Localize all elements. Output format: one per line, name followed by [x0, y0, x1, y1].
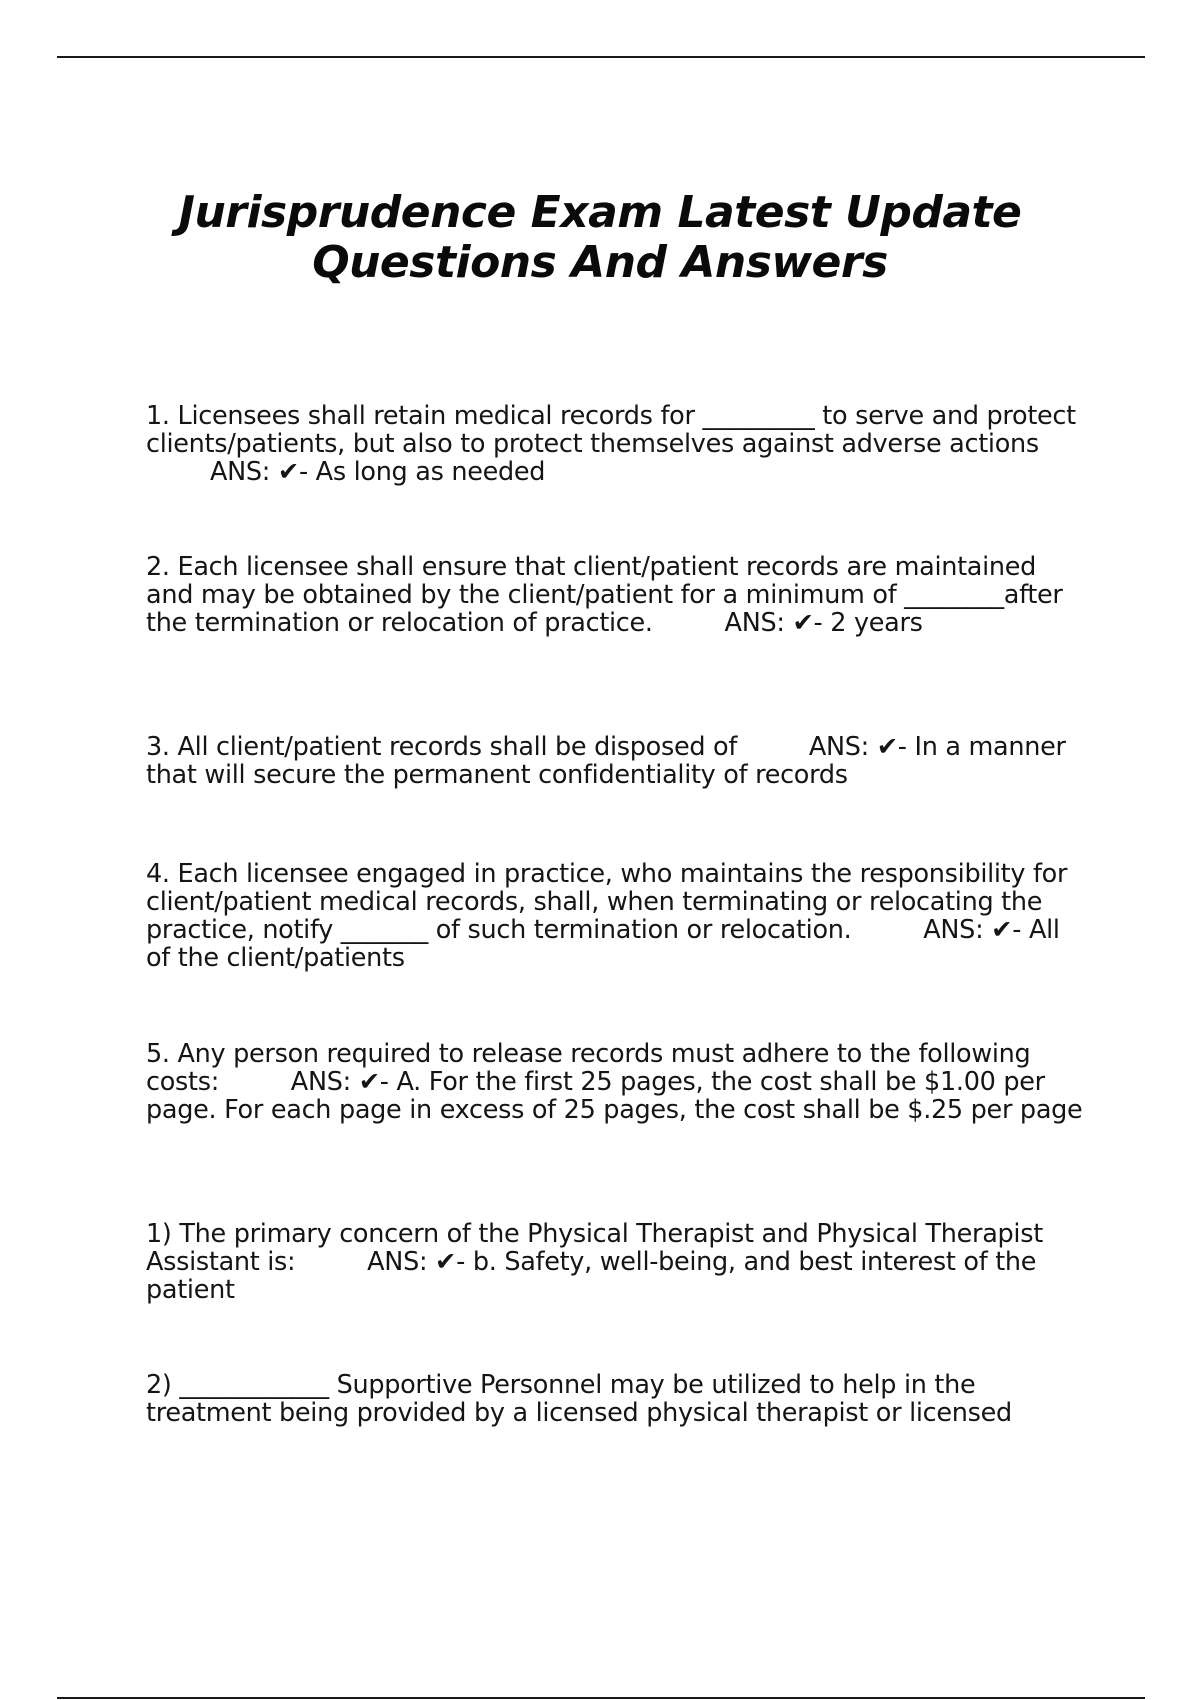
- qa-item-2: [146, 553, 1086, 637]
- question-text: 3. All client/patient records shall be disposed of: [146, 732, 737, 762]
- qa-item-5: [146, 1040, 1086, 1124]
- question-text: 1. Licensees shall retain medical records for _________ to serve and protect clients/patients, but also to protect themselves against adverse actions: [146, 401, 1076, 459]
- bottom-rule: [57, 1697, 1145, 1699]
- question-text: 4. Each licensee engaged in practice, who maintains the responsibility for client/patient medical records, shall, when terminating or relocating the practice, notify _______ of such termination or relocation.: [146, 859, 1068, 945]
- answer-text: ANS: ✔- b. Safety, well-being, and best interest of the patient: [146, 1247, 1037, 1305]
- question-text: 2. Each licensee shall ensure that client/patient records are maintained and may be obtained by the client/patient for a minimum of ________after the termination or relocation of practice.: [146, 552, 1063, 638]
- qa-item-1: [146, 402, 1086, 486]
- title-line-2: Questions And Answers: [312, 237, 888, 288]
- answer-text: ANS: ✔- In a manner that will secure the permanent confidentiality of records: [146, 732, 1066, 790]
- answer-text: ANS: ✔- 2 years: [724, 608, 923, 638]
- qa-item-3: [146, 733, 1086, 789]
- title-line-1: Jurisprudence Exam Latest Update: [178, 187, 1022, 238]
- question-text: 1) The primary concern of the Physical Therapist and Physical Therapist Assistant is:: [146, 1219, 1043, 1277]
- qa-item-4: [146, 860, 1086, 972]
- page-title: [100, 188, 1100, 288]
- answer-text: ANS: ✔- All of the client/patients: [146, 915, 1060, 973]
- answer-text: ANS: ✔- As long as needed: [210, 457, 546, 487]
- top-rule: [57, 56, 1145, 58]
- qa-item-6: [146, 1220, 1086, 1304]
- question-text: 2) ____________ Supportive Personnel may be utilized to help in the treatment being provided by a licensed physical therapist or licensed: [146, 1370, 1012, 1428]
- answer-text: ANS: ✔- A. For the first 25 pages, the cost shall be $1.00 per page. For each page in excess of 25 pages, the cost shall be $.25 per page: [146, 1067, 1083, 1125]
- question-text: 5. Any person required to release records must adhere to the following costs:: [146, 1039, 1031, 1097]
- qa-item-7: [146, 1371, 1086, 1427]
